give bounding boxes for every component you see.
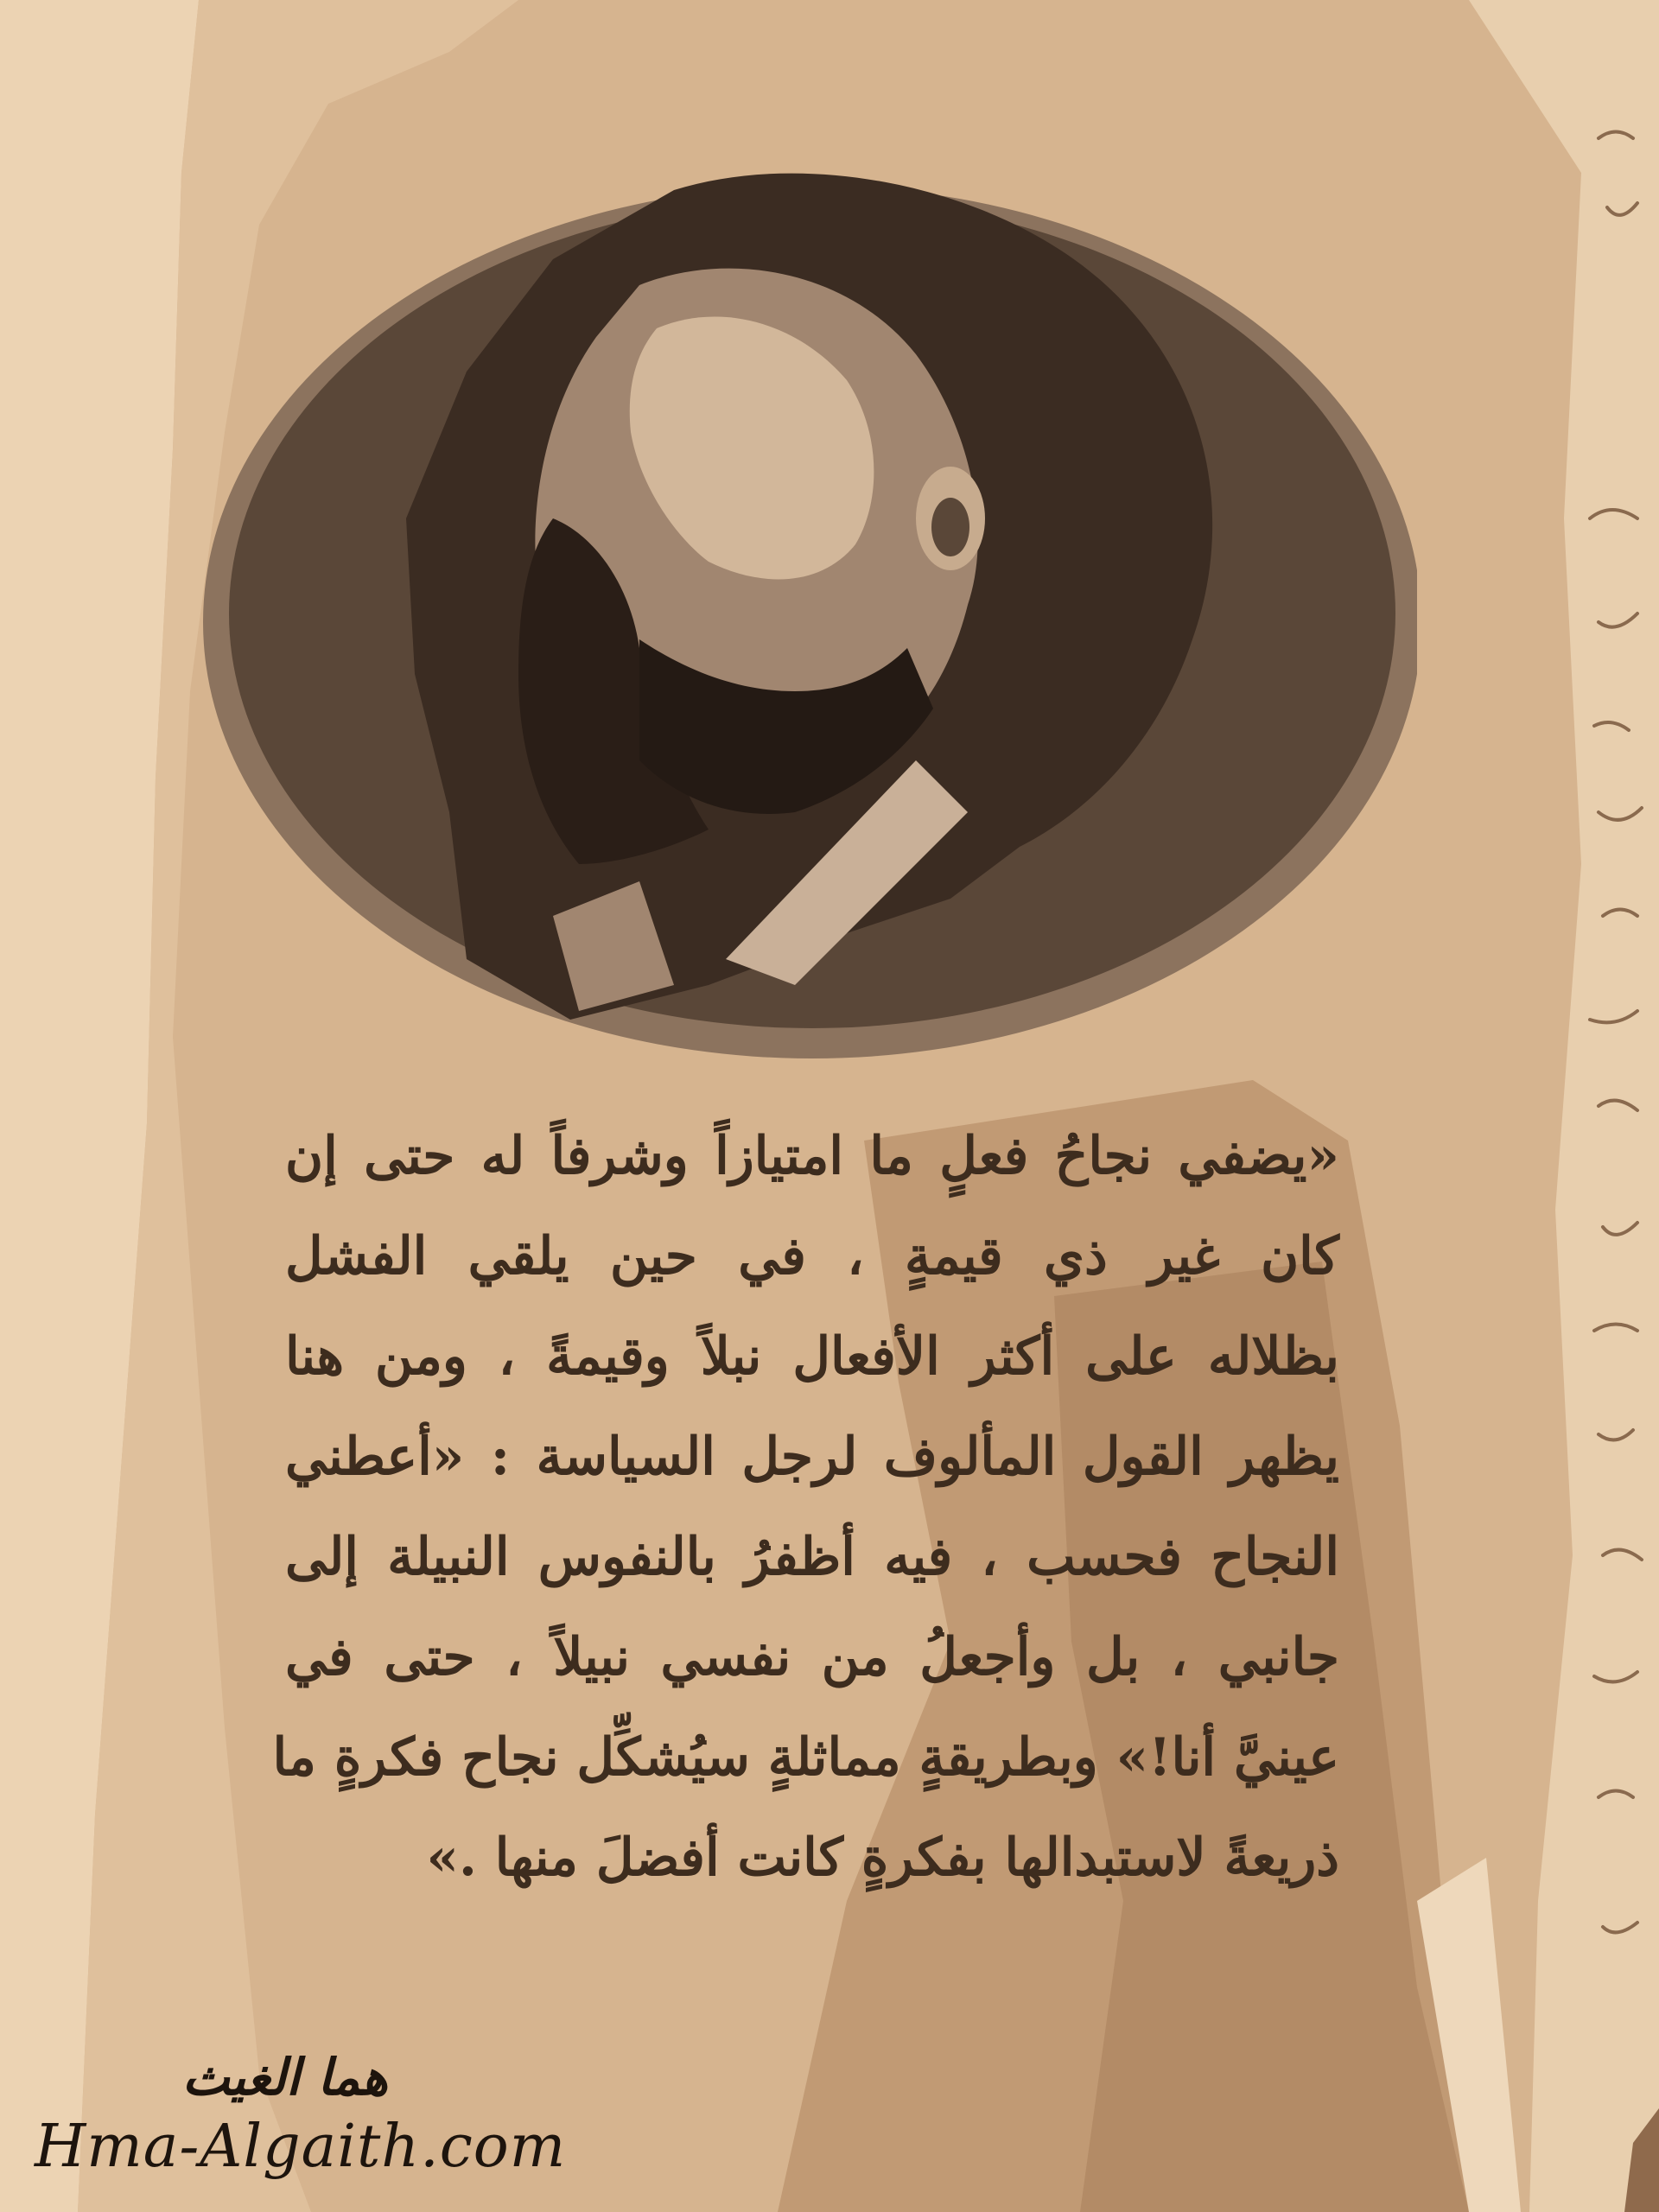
quote-line: بظلاله على أكثر الأفعال نبلاً وقيمةً ، ومن هنا [285,1326,1339,1387]
quote-line: جانبي ، بل وأجعلُ من نفسي نبيلاً ، حتى في [285,1627,1339,1688]
signature-arabic: هما الغيث [181,2048,389,2107]
adjacent-page-text-icon [1581,69,1659,2143]
quote-text [272,1106,1339,1908]
quote-line: النجاح فحسب ، فيه أظفرُ بالنفوس النبيلة إلى [285,1527,1339,1587]
quote-line: ذريعةً لاستبدالها بفكرةٍ كانت أفضلَ منها .» [426,1827,1339,1888]
quote-line: كان غير ذي قيمةٍ ، في حين يلقي الفشل [285,1226,1339,1287]
quote-line: عينيَّ أنا!» وبطريقةٍ مماثلةٍ سيُشكِّل نجاح فكرةٍ ما [272,1727,1339,1788]
portrait-photo-icon [190,156,1417,1063]
signature-url: Hma-Algaith.com [35,2113,567,2181]
quote-line: يظهر القول المألوف لرجل السياسة : «أعطني [285,1427,1339,1487]
quote-line: «يضفي نجاحُ فعلٍ ما امتيازاً وشرفاً له حتى إن [285,1126,1339,1186]
